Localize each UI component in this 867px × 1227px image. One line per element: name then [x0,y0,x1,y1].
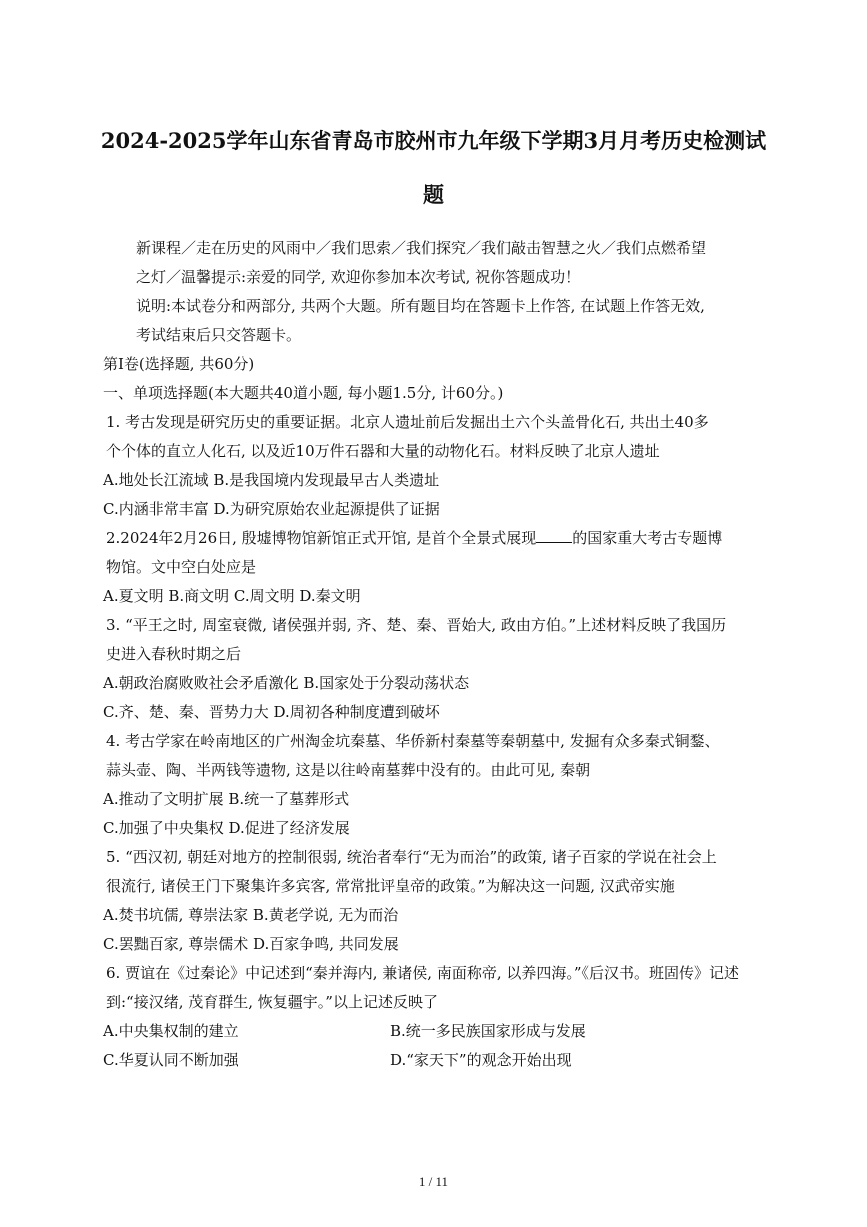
q4-stem-line2: 蒜头壶、陶、半两钱等遗物, 这是以往岭南墓葬中没有的。由此可见, 秦朝 [106,761,591,779]
q6-option-a: A.中央集权制的建立 [103,1022,239,1040]
page-number: 1 / 11 [418,1174,449,1189]
q2-stem-line1 [106,528,722,548]
q3-stem-line1: 3. “平王之时, 周室衰微, 诸侯强并弱, 齐、楚、秦、晋始大, 政由方伯。”上述材料反映了我国历 [106,616,727,634]
q3-stem-line2: 史进入春秋时期之后 [106,645,242,663]
section-part: 第I卷(选择题, 共60分) [103,355,255,373]
intro-line1: 新课程／走在历史的风雨中／我们思索／我们探究／我们敲击智慧之火／我们点燃希望 [136,239,707,257]
doc-title-line2: 题 [423,182,444,207]
q2-stem-part2: 的国家重大考古专题博 [572,529,723,547]
q5-stem-line1: 5. “西汉初, 朝廷对地方的控制很弱, 统治者奉行“无为而治”的政策, 诸子百家的学说在社会上 [106,848,717,866]
intro-line4: 考试结束后只交答题卡。 [136,326,302,344]
doc-title-line1: 2024-2025学年山东省青岛市胶州市九年级下学期3月月考历史检测试 [100,128,767,153]
q1-options-ab: A.地处长江流域 B.是我国境内发现最早古人类遗址 [103,471,440,489]
q4-options-cd: C.加强了中央集权 D.促进了经济发展 [103,819,350,837]
q6-stem-line2: 到:“接汉绪, 茂育群生, 恢复疆宇。”以上记述反映了 [106,993,438,1011]
q5-options-cd: C.罢黜百家, 尊崇儒术 D.百家争鸣, 共同发展 [103,935,399,953]
intro-line2: 之灯／温馨提示:亲爱的同学, 欢迎你参加本次考试, 祝你答题成功！ [136,268,581,286]
intro-line3: 说明:本试卷分和两部分, 共两个大题。所有题目均在答题卡上作答, 在试题上作答无效, [136,297,705,315]
q3-options-ab: A.朝政治腐败败社会矛盾激化 B.国家处于分裂动荡状态 [103,674,470,692]
q5-stem-line2: 很流行, 诸侯王门下聚集许多宾客, 常常批评皇帝的政策。”为解决这一问题, 汉武帝实施 [106,877,675,895]
q2-options: A.夏文明 B.商文明 C.周文明 D.秦文明 [103,587,361,605]
q4-options-ab: A.推动了文明扩展 B.统一了墓葬形式 [103,790,350,808]
q2-stem-line2: 物馆。文中空白处应是 [106,558,257,576]
q2-blank [536,528,572,543]
q6-stem-line1: 6. 贾谊在《过秦论》中记述到“秦并海内, 兼诸侯, 南面称帝, 以养四海。”《后汉书。班固传》记述 [106,964,740,982]
section-heading: 一、单项选择题(本大题共40道小题, 每小题1.5分, 计60分。) [103,384,504,402]
q1-stem-line2: 个个体的直立人化石, 以及近10万件石器和大量的动物化石。材料反映了北京人遗址 [106,442,660,460]
q6-option-d: D.“家天下”的观念开始出现 [390,1051,572,1069]
q5-options-ab: A.焚书坑儒, 尊崇法家 B.黄老学说, 无为而治 [103,906,399,924]
q2-stem-part1: 2.2024年2月26日, 殷墟博物馆新馆正式开馆, 是首个全景式展现 [106,529,537,547]
q1-options-cd: C.内涵非常丰富 D.为研究原始农业起源提供了证据 [103,500,440,518]
q1-stem-line1: 1. 考古发现是研究历史的重要证据。北京人遗址前后发掘出土六个头盖骨化石, 共出土40多 [106,413,709,431]
q3-options-cd: C.齐、楚、秦、晋势力大 D.周初各种制度遭到破坏 [103,703,440,721]
q6-option-b: B.统一多民族国家形成与发展 [390,1022,586,1040]
q4-stem-line1: 4. 考古学家在岭南地区的广州淘金坑秦墓、华侨新村秦墓等秦朝墓中, 发掘有众多秦式铜鍪、 [106,732,720,750]
q6-option-c: C.华夏认同不断加强 [103,1051,239,1069]
